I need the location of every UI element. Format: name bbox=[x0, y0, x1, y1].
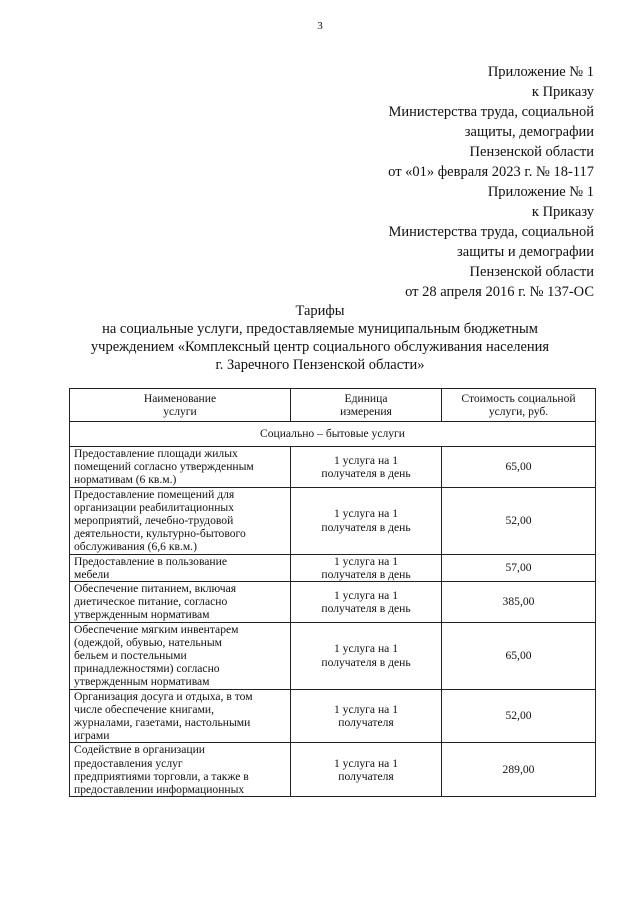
service-name-line: Организация досуга и отдыха, в том bbox=[74, 689, 253, 703]
service-unit-line: получателя в день bbox=[321, 466, 411, 480]
service-unit bbox=[291, 487, 442, 554]
appendix-new bbox=[388, 62, 594, 182]
service-name-line: организации реабилитационных bbox=[74, 500, 235, 514]
service-cost: 65,00 bbox=[442, 447, 596, 488]
header-cost-line: услуги, руб. bbox=[488, 405, 549, 418]
header-unit-line: Единица bbox=[344, 391, 388, 405]
service-name-line: утвержденным нормативам bbox=[74, 608, 210, 622]
service-name-line: мебели bbox=[74, 567, 110, 581]
service-name-line: Обеспечение питанием, включая bbox=[74, 582, 237, 596]
title-line-4: г. Заречного Пензенской области» bbox=[215, 357, 425, 373]
appendix-old-line-1: Приложение № 1 bbox=[487, 184, 594, 200]
document-title bbox=[0, 302, 640, 374]
service-unit bbox=[291, 622, 442, 689]
service-unit bbox=[291, 554, 442, 581]
title-line-2: на социальные услуги, предоставляемые муниципальным бюджетным bbox=[102, 321, 538, 337]
service-unit bbox=[291, 743, 442, 797]
service-unit-line: 1 услуга на 1 bbox=[333, 642, 399, 656]
service-name-line: бельем и постельными bbox=[74, 649, 187, 663]
service-name bbox=[70, 447, 291, 488]
appendix-old-line-4: защиты и демографии bbox=[457, 244, 594, 260]
service-unit-line: получателя в день bbox=[321, 520, 411, 534]
service-unit bbox=[291, 447, 442, 488]
service-unit-line: получателя bbox=[338, 769, 394, 783]
service-name-line: журналами, газетами, настольными bbox=[74, 716, 251, 730]
header-unit bbox=[291, 389, 442, 422]
appendix-new-line-2: к Приказу bbox=[531, 84, 594, 100]
service-unit-line: получателя в день bbox=[321, 601, 411, 615]
service-cost: 52,00 bbox=[442, 487, 596, 554]
service-cost: 65,00 bbox=[442, 622, 596, 689]
service-unit-line: 1 услуга на 1 bbox=[333, 507, 399, 521]
appendix-old-line-2: к Приказу bbox=[531, 204, 594, 220]
appendix-old-line-6: от 28 апреля 2016 г. № 137-ОС bbox=[405, 284, 594, 300]
appendix-old-line-5: Пензенской области bbox=[469, 264, 594, 280]
service-unit-line: 1 услуга на 1 bbox=[333, 588, 399, 602]
page-number: 3 bbox=[317, 20, 323, 32]
service-unit-line: 1 услуга на 1 bbox=[333, 554, 399, 568]
header-unit-line: измерения bbox=[340, 405, 392, 418]
service-name bbox=[70, 487, 291, 554]
table-row bbox=[70, 622, 596, 689]
section-row bbox=[70, 422, 596, 447]
service-unit-line: 1 услуга на 1 bbox=[333, 702, 399, 716]
service-name-line: Предоставление площади жилых bbox=[74, 447, 238, 460]
table-row bbox=[70, 582, 596, 623]
appendix-new-line-6: от «01» февраля 2023 г. № 18-117 bbox=[388, 164, 594, 180]
service-unit-line: получателя bbox=[338, 716, 394, 730]
appendix-new-line-4: защиты, демографии bbox=[464, 124, 594, 140]
service-name-line: числе обеспечение книгами, bbox=[74, 702, 215, 716]
service-unit-line: 1 услуга на 1 bbox=[333, 756, 399, 770]
service-name-line: Предоставление в пользование bbox=[74, 554, 227, 568]
service-name-line: предприятиями торговли, а также в bbox=[74, 769, 249, 783]
service-unit-line: 1 услуга на 1 bbox=[333, 453, 399, 467]
service-name-line: диетическое питание, согласно bbox=[74, 595, 228, 609]
header-name-line: услуги bbox=[163, 405, 197, 418]
title-line-1: Тарифы bbox=[295, 303, 345, 319]
service-name-line: (одеждой, обувью, нательным bbox=[74, 635, 223, 649]
service-name-line: мероприятий, лечебно-трудовой bbox=[74, 514, 234, 528]
header-cost-line: Стоимость социальной bbox=[461, 391, 576, 405]
service-name bbox=[70, 582, 291, 623]
service-cost: 57,00 bbox=[442, 554, 596, 581]
header-name bbox=[70, 389, 291, 422]
appendix-old-line-3: Министерства труда, социальной bbox=[388, 224, 594, 240]
header-name-line: Наименование bbox=[143, 391, 217, 405]
service-name-line: предоставления услуг bbox=[74, 756, 183, 770]
service-name-line: обслуживания (6,6 кв.м.) bbox=[74, 540, 197, 554]
appendix-new-line-1: Приложение № 1 bbox=[487, 64, 594, 80]
service-cost: 385,00 bbox=[442, 582, 596, 623]
service-unit-line: получателя в день bbox=[321, 567, 411, 581]
service-name-line: утвержденным нормативам bbox=[74, 675, 210, 689]
table-row bbox=[70, 554, 596, 581]
service-name-line: нормативам (6 кв.м.) bbox=[74, 473, 177, 487]
table-row bbox=[70, 447, 596, 488]
service-unit bbox=[291, 689, 442, 743]
tariffs-table bbox=[69, 388, 596, 797]
appendix-old bbox=[389, 182, 594, 302]
table-header-row bbox=[70, 389, 596, 422]
service-cost: 289,00 bbox=[442, 743, 596, 797]
service-name bbox=[70, 622, 291, 689]
section-title: Социально – бытовые услуги bbox=[70, 422, 596, 447]
service-name-line: Содействие в организации bbox=[74, 743, 205, 757]
service-name-line: предоставлении информационных bbox=[74, 783, 245, 797]
service-unit-line: получателя в день bbox=[321, 655, 411, 669]
service-name-line: играми bbox=[74, 729, 110, 743]
service-name bbox=[70, 689, 291, 743]
appendix-new-line-3: Министерства труда, социальной bbox=[388, 104, 594, 120]
service-name-line: Обеспечение мягким инвентарем bbox=[74, 622, 239, 636]
service-name-line: помещений согласно утвержденным bbox=[74, 460, 254, 474]
table-row bbox=[70, 689, 596, 743]
service-name bbox=[70, 743, 291, 797]
appendix-new-line-5: Пензенской области bbox=[469, 144, 594, 160]
service-name bbox=[70, 554, 291, 581]
header-cost bbox=[442, 389, 596, 422]
title-line-3: учреждением «Комплексный центр социального обслуживания населения bbox=[90, 339, 550, 355]
service-cost: 52,00 bbox=[442, 689, 596, 743]
service-unit bbox=[291, 582, 442, 623]
table-row bbox=[70, 743, 596, 797]
service-name-line: Предоставление помещений для bbox=[74, 487, 235, 501]
table-row bbox=[70, 487, 596, 554]
service-name-line: деятельности, культурно-бытового bbox=[74, 527, 246, 541]
service-name-line: принадлежностями) согласно bbox=[74, 662, 220, 676]
